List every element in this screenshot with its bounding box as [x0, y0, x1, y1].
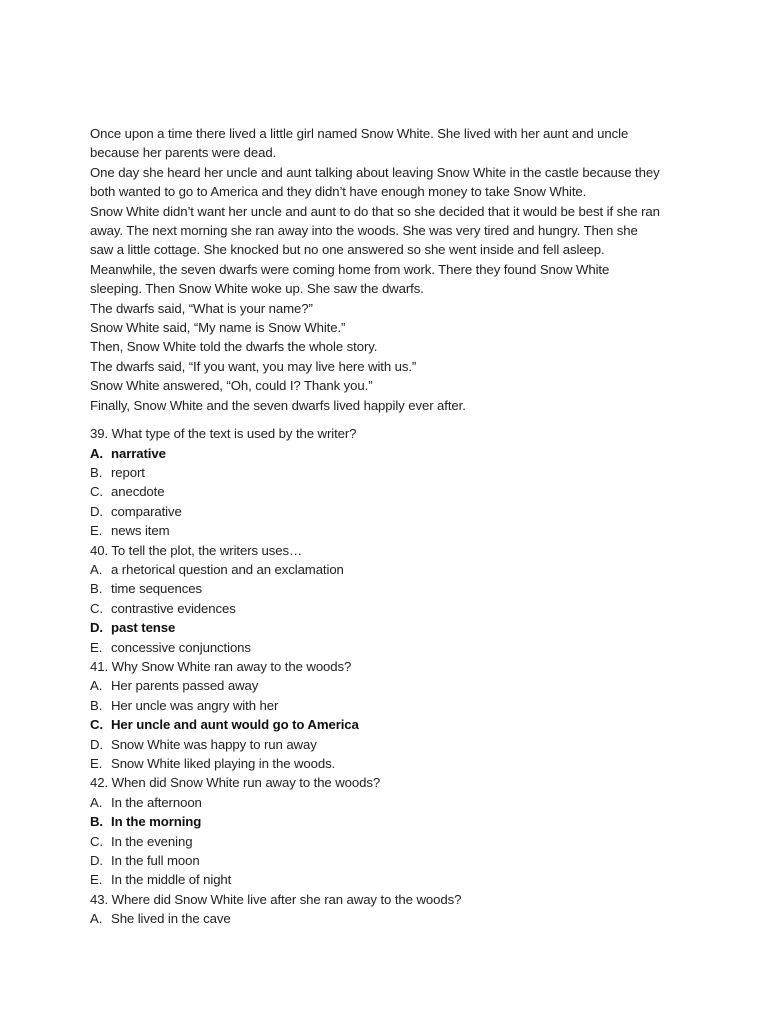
- option-text: She lived in the cave: [111, 911, 231, 927]
- answer-option: [90, 482, 690, 501]
- option-text: a rhetorical question and an exclamation: [111, 561, 344, 577]
- story-line: both wanted to go to America and they didn’t have enough money to take Snow White.: [90, 184, 587, 200]
- option-text: concessive conjunctions: [111, 639, 251, 655]
- option-letter: B.: [90, 814, 103, 830]
- option-letter: D.: [90, 736, 103, 752]
- option-letter: D.: [90, 503, 103, 519]
- story-line: Finally, Snow White and the seven dwarfs lived happily ever after.: [90, 397, 466, 413]
- answer-option: [90, 832, 690, 851]
- answer-option: [90, 502, 690, 521]
- option-text: In the morning: [111, 814, 202, 830]
- answer-option: [90, 851, 690, 870]
- option-text: news item: [111, 523, 170, 539]
- answer-option: [90, 579, 690, 598]
- answer-option: [90, 599, 690, 618]
- option-text: past tense: [111, 620, 176, 636]
- option-letter: E.: [90, 639, 103, 655]
- story-line: Then, Snow White told the dwarfs the whole story.: [90, 339, 378, 355]
- answer-option: [90, 793, 690, 812]
- answer-option: [90, 463, 690, 482]
- question-block: [90, 773, 690, 889]
- story-line: Snow White answered, “Oh, could I? Thank you.”: [90, 378, 373, 394]
- option-letter: A.: [90, 911, 103, 927]
- story-line: away. The next morning she ran away into the woods. She was very tired and hungry. Then she: [90, 223, 638, 239]
- story-line: saw a little cottage. She knocked but no one answered so she went inside and fell asleep.: [90, 242, 605, 258]
- option-text: In the full moon: [111, 853, 200, 869]
- option-text: anecdote: [111, 484, 165, 500]
- option-letter: B.: [90, 581, 103, 597]
- story-text: [90, 124, 690, 415]
- option-letter: B.: [90, 697, 103, 713]
- story-line: The dwarfs said, “What is your name?”: [90, 300, 313, 316]
- option-letter: C.: [90, 717, 103, 733]
- answer-option-correct: [90, 618, 690, 637]
- answer-option: [90, 909, 690, 928]
- answer-option: [90, 676, 690, 695]
- answer-option: [90, 521, 690, 540]
- answer-option: [90, 560, 690, 579]
- option-text: Her parents passed away: [111, 678, 259, 694]
- option-letter: D.: [90, 620, 103, 636]
- option-letter: C.: [90, 833, 103, 849]
- option-text: In the middle of night: [111, 872, 232, 888]
- story-line: One day she heard her uncle and aunt talking about leaving Snow White in the castle because they: [90, 164, 660, 180]
- question-block: [90, 541, 690, 657]
- option-letter: A.: [90, 794, 103, 810]
- question-block: [90, 424, 690, 540]
- question-text: 43. Where did Snow White live after she ran away to the woods?: [90, 891, 462, 907]
- option-text: Her uncle was angry with her: [111, 697, 279, 713]
- answer-option-correct: [90, 444, 690, 463]
- answer-option: [90, 870, 690, 889]
- option-text: time sequences: [111, 581, 202, 597]
- option-letter: E.: [90, 523, 103, 539]
- story-line: The dwarfs said, “If you want, you may live here with us.”: [90, 358, 417, 374]
- answer-option: [90, 638, 690, 657]
- question-block: [90, 657, 690, 773]
- story-line: Once upon a time there lived a little girl named Snow White. She lived with her aunt and uncle: [90, 126, 629, 141]
- story-line: sleeping. Then Snow White woke up. She saw the dwarfs.: [90, 281, 424, 297]
- question-text: 41. Why Snow White ran away to the woods?: [90, 658, 352, 674]
- option-letter: B.: [90, 464, 103, 480]
- story-line: Snow White didn’t want her uncle and aunt to do that so she decided that it would be best if she ran: [90, 203, 660, 219]
- question-list: [90, 424, 690, 929]
- answer-option: [90, 696, 690, 715]
- answer-option: [90, 754, 690, 773]
- option-letter: A.: [90, 445, 103, 461]
- option-letter: A.: [90, 678, 103, 694]
- option-letter: C.: [90, 484, 103, 500]
- story-line: Snow White said, “My name is Snow White.”: [90, 320, 346, 336]
- question-text: 42. When did Snow White run away to the woods?: [90, 775, 381, 791]
- option-text: Snow White liked playing in the woods.: [111, 756, 336, 771]
- question-text: 39. What type of the text is used by the writer?: [90, 426, 357, 442]
- document-content: [90, 124, 690, 929]
- section-gap: [90, 415, 690, 424]
- answer-option-correct: [90, 715, 690, 734]
- option-text: narrative: [111, 445, 166, 461]
- option-letter: E.: [90, 872, 103, 888]
- option-letter: C.: [90, 600, 103, 616]
- option-text: In the afternoon: [111, 794, 202, 810]
- question-text: 40. To tell the plot, the writers uses…: [90, 542, 303, 558]
- option-text: In the evening: [111, 833, 193, 849]
- question-block: [90, 890, 690, 929]
- answer-option: [90, 735, 690, 754]
- option-letter: A.: [90, 561, 103, 577]
- option-text: report: [111, 464, 145, 480]
- option-letter: E.: [90, 756, 103, 771]
- story-line: Meanwhile, the seven dwarfs were coming home from work. There they found Snow White: [90, 261, 610, 277]
- option-text: comparative: [111, 503, 182, 519]
- option-text: Her uncle and aunt would go to America: [111, 717, 359, 733]
- story-line: because her parents were dead.: [90, 145, 277, 161]
- option-letter: D.: [90, 853, 103, 869]
- option-text: Snow White was happy to run away: [111, 736, 317, 752]
- answer-option-correct: [90, 812, 690, 831]
- option-text: contrastive evidences: [111, 600, 236, 616]
